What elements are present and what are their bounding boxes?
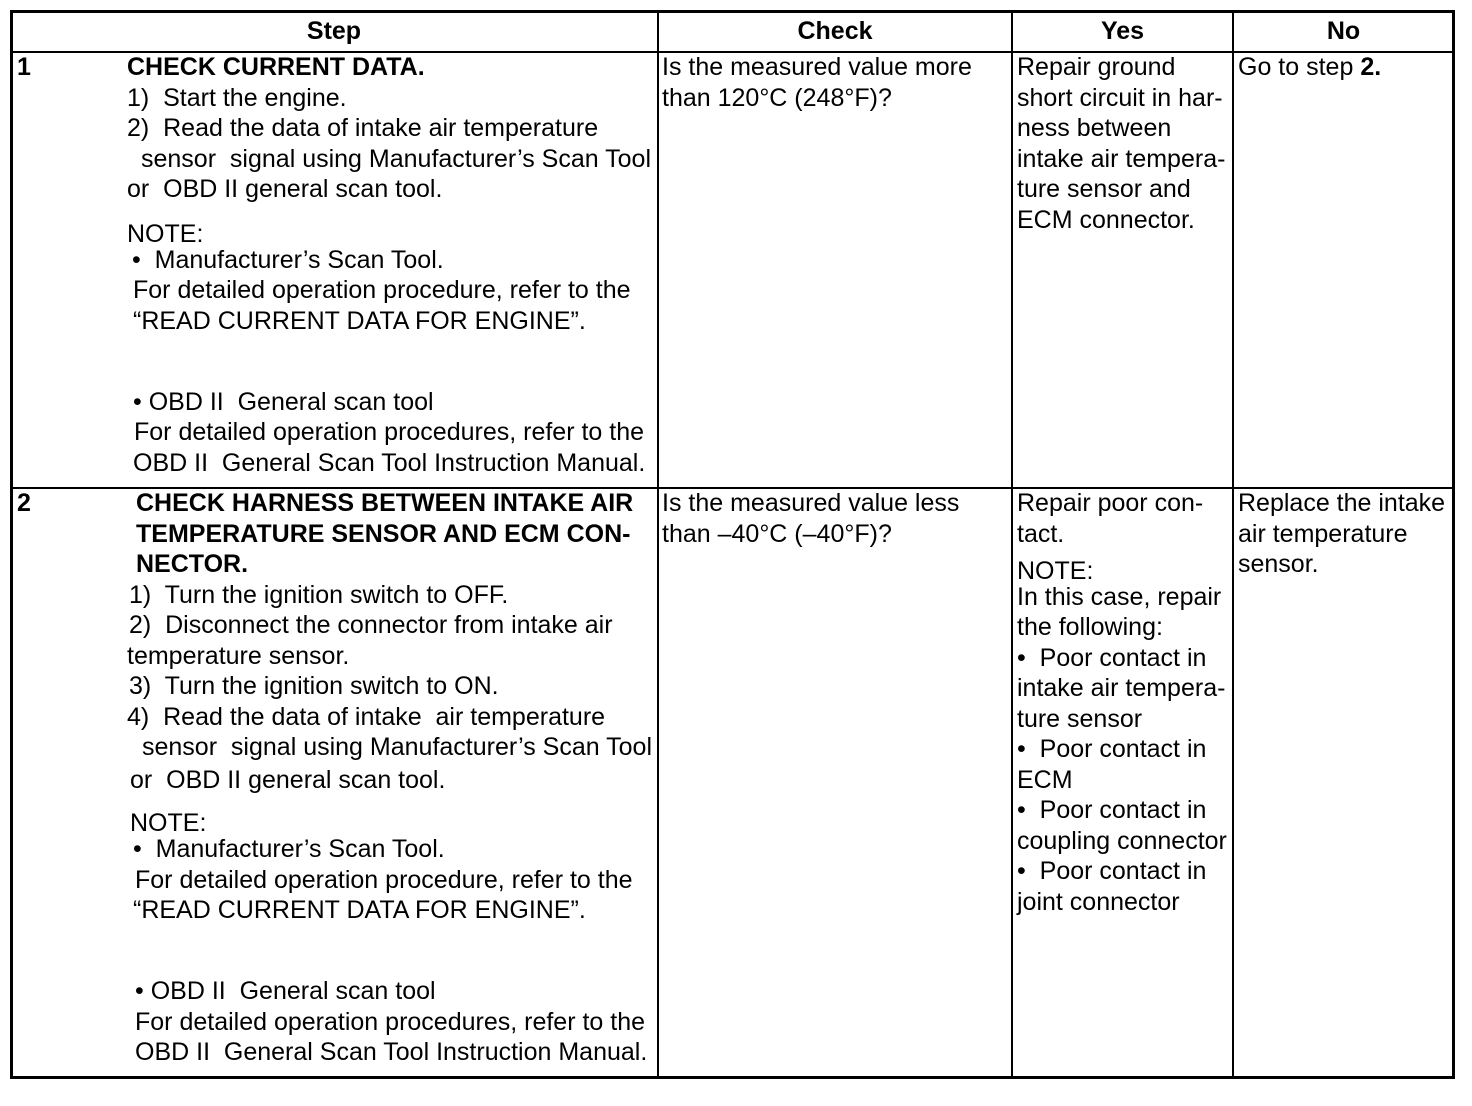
note-line: • OBD II General scan tool [133, 387, 434, 416]
step-number: 1 [17, 53, 31, 81]
column-divider [1232, 10, 1234, 1079]
step-title: NECTOR. [136, 550, 249, 578]
check-cell [662, 488, 959, 549]
no-cell [1238, 488, 1445, 580]
note-label: NOTE: [127, 219, 204, 248]
step-title: CHECK HARNESS BETWEEN INTAKE AIR [136, 489, 634, 517]
check-question: than 120°C (248°F)? [662, 83, 892, 112]
note-line: intake air tempera- [1017, 674, 1226, 703]
step-instruction: temperature sensor. [127, 641, 350, 670]
note-line: • Poor contact in [1017, 796, 1207, 825]
note-line: For detailed operation procedures, refer to the [134, 418, 645, 446]
header-check: Check [797, 17, 873, 45]
note-line: • Manufacturer’s Scan Tool. [133, 835, 445, 863]
note-line: • OBD II General scan tool [135, 977, 436, 1005]
header-step: Step [306, 17, 362, 45]
note-line: • Poor contact in [1017, 857, 1207, 886]
no-cell [1238, 52, 1381, 83]
yes-action: ECM connector. [1017, 205, 1195, 234]
yes-action: ness between [1017, 114, 1172, 142]
note-line: the following: [1017, 613, 1163, 642]
header-no: No [1326, 17, 1361, 45]
note-line: • Poor contact in [1017, 643, 1207, 672]
note-line: OBD II General Scan Tool Instruction Manual. [133, 448, 646, 477]
step-instruction: 2) Disconnect the connector from intake air [129, 611, 613, 639]
note-line: ture sensor [1017, 704, 1143, 733]
note-line: “READ CURRENT DATA FOR ENGINE”. [133, 896, 586, 924]
yes-action: ture sensor and [1017, 175, 1191, 203]
no-action-text: Go to step [1238, 53, 1354, 81]
step-instruction: 3) Turn the ignition switch to ON. [129, 672, 499, 700]
note-line: ECM [1017, 765, 1073, 794]
step-instruction: or OBD II general scan tool. [127, 175, 443, 203]
yes-action: tact. [1017, 519, 1065, 548]
note-line: In this case, repair [1017, 582, 1222, 611]
yes-action: short circuit in har- [1017, 83, 1223, 112]
no-action: air temperature [1238, 519, 1408, 548]
step-reference: 2. [1360, 53, 1382, 81]
no-action [1238, 52, 1381, 83]
check-question: Is the measured value more [662, 53, 972, 81]
step-instruction: 4) Read the data of intake air temperature [127, 702, 606, 731]
step-instruction: or OBD II general scan tool. [130, 765, 446, 794]
yes-cell [1017, 488, 1227, 917]
note-label: NOTE: [1017, 556, 1094, 585]
step-cell [127, 488, 652, 1068]
no-action: Replace the intake [1238, 489, 1446, 517]
header-yes: Yes [1100, 17, 1145, 45]
step-cell [127, 52, 651, 478]
step-instruction: sensor signal using Manufacturer’s Scan Tool [142, 733, 653, 761]
note-line: OBD II General Scan Tool Instruction Manual. [135, 1038, 648, 1066]
note-line: joint connector [1017, 887, 1180, 916]
step-instruction: 1) Turn the ignition switch to OFF. [129, 580, 509, 609]
note-line: “READ CURRENT DATA FOR ENGINE”. [133, 306, 586, 335]
column-divider [657, 10, 659, 1079]
note-line: For detailed operation procedures, refer to the [135, 1007, 646, 1036]
yes-action: intake air tempera- [1017, 144, 1226, 173]
check-question: than –40°C (–40°F)? [662, 519, 892, 548]
step-instruction: 1) Start the engine. [127, 83, 347, 112]
note-line: For detailed operation procedure, refer to the [135, 865, 633, 894]
note-line: coupling connector [1017, 826, 1227, 855]
column-divider [1011, 10, 1013, 1079]
check-question: Is the measured value less [662, 489, 960, 517]
note-line: • Poor contact in [1017, 735, 1207, 764]
step-instruction: sensor signal using Manufacturer’s Scan Tool [141, 144, 652, 173]
note-line: For detailed operation procedure, refer to the [133, 276, 631, 304]
step-instruction: 2) Read the data of intake air temperature [127, 114, 599, 142]
note-line: • Manufacturer’s Scan Tool. [132, 245, 444, 274]
no-action: sensor. [1238, 550, 1319, 578]
yes-action: Repair poor con- [1017, 489, 1204, 517]
step-title: TEMPERATURE SENSOR AND ECM CON- [136, 519, 631, 548]
note-label: NOTE: [130, 809, 207, 837]
yes-action: Repair ground [1017, 53, 1176, 81]
step-title: CHECK CURRENT DATA. [127, 53, 425, 81]
yes-cell [1017, 52, 1225, 235]
step-number: 2 [17, 489, 31, 517]
check-cell [662, 52, 972, 113]
